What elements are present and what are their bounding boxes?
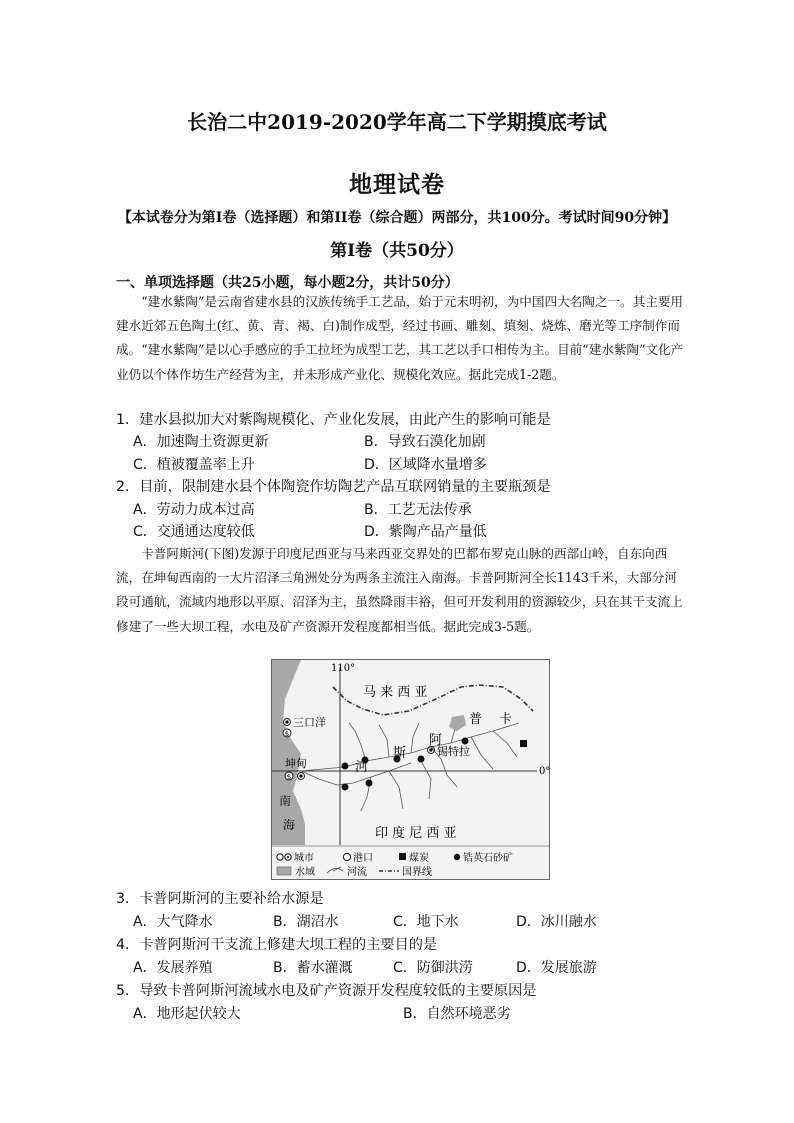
q4-option-a: A．发展养殖 — [133, 960, 213, 976]
city-label-kundian: 坤甸 — [285, 757, 307, 770]
zircon-deposit — [342, 763, 349, 770]
city-label-xitela: 锡特拉 — [437, 745, 470, 758]
sea-label-char: 南 — [279, 794, 292, 808]
q4-option-c: C．防御洪涝 — [393, 960, 473, 976]
part-heading: 一、单项选择题（共25小题，每小题2分，共计50分） — [116, 275, 459, 291]
country-malaysia: 马 来 西 亚 — [363, 685, 428, 700]
river-label-char: 阿 — [429, 733, 443, 748]
river-label-char: 斯 — [393, 746, 407, 761]
q3-option-c: C．地下水 — [393, 914, 459, 930]
coal-deposit — [520, 740, 527, 747]
zircon-deposit — [462, 738, 469, 745]
q3-option-a: A．大气降水 — [133, 914, 213, 930]
river-label-char: 河 — [355, 760, 369, 775]
q1-option-d: D．区域降水量增多 — [364, 457, 487, 473]
city-label-sankou: 三口洋 — [293, 716, 326, 729]
river-label-char: 普 — [469, 712, 483, 727]
q4-option-d: D．发展旅游 — [516, 960, 597, 976]
question-5: 5．导致卡普阿斯河流域水电及矿产资源开发程度较低的主要原因是 — [116, 983, 537, 999]
legend-water-label: 水域 — [295, 867, 315, 878]
question-3: 3．卡普阿斯河的主要补给水源是 — [116, 891, 324, 907]
legend-border-label: 国界线 — [402, 867, 432, 878]
legend-zircon-label: 锆英石砂矿 — [463, 853, 513, 864]
question-1: 1．建水县拟加大对紫陶规模化、产业化发展，由此产生的影响可能是 — [116, 412, 551, 428]
q1-option-c: C．植被覆盖率上升 — [133, 457, 255, 473]
question-4: 4．卡普阿斯河干支流上修建大坝工程的主要目的是 — [116, 937, 438, 953]
q5-option-a: A．地形起伏较大 — [133, 1006, 241, 1022]
legend-water-icon — [277, 867, 291, 875]
zircon-deposit — [366, 780, 373, 787]
q3-option-d: D．冰川融水 — [516, 914, 597, 930]
q2-option-a: A．劳动力成本过高 — [133, 502, 255, 518]
q1-option-b: B．导致石漠化加剧 — [364, 434, 486, 450]
q2-option-b: B．工艺无法传承 — [364, 502, 472, 518]
q5-option-b: B．自然环境恶劣 — [403, 1006, 511, 1022]
q2-option-c: C．交通通达度较低 — [133, 524, 255, 540]
subject-title: 地理试卷 — [349, 171, 445, 198]
river-label-char: 卡 — [499, 712, 513, 727]
legend-river-label: 河流 — [347, 867, 367, 878]
legend-port-icon — [343, 853, 350, 860]
question-2: 2．目前，限制建水县个体陶瓷作坊陶艺产品互联网销量的主要瓶颈是 — [116, 479, 551, 495]
q4-option-b: B．蓄水灌溉 — [273, 960, 353, 976]
passage-2: 卡普阿斯河(下图)发源于印度尼西亚与马来西亚交界处的巴都布罗克山脉的西部山岭，自东向西流，在坤甸西南的一大片沼泽三角洲处分为两条主流注入南海。卡普阿斯河全长1143千米，大部分河段可通航，流域内地形以平原、沼泽为主，虽然降雨丰裕，但可开发利用的资源较少，只在其干支流上修建了一些大坝工程，水电及矿产资源开发程度都相当低。据此完成3-5题。 — [116, 546, 683, 634]
legend-city-label: 城市 — [294, 853, 314, 864]
passage-1: “建水紫陶”是云南省建水县的汉族传统手工艺品，始于元末明初，为中国四大名陶之一。其主要用建水近郊五色陶土(红、黄、青、褐、白)制作成型，经过书画、雕刻、填刻、烧炼、磨光等工序制作而成。“建水紫陶”是以心手感应的手工拉坯为成型工艺，其工艺以手口相传为主。目前“建水紫陶”文化产业仍以个体作坊生产经营为主，并未形成产业化、规模化效应。据此完成1-2题。 — [116, 294, 684, 382]
exam-title: 长治二中2019-2020学年高二下学期摸底考试 — [187, 110, 607, 134]
kapuas-river-map — [271, 659, 550, 880]
zircon-deposit — [342, 784, 349, 791]
exam-note: 【本试卷分为第I卷（选择题）和第II卷（综合题）两部分，共100分。考试时间90分钟】 — [117, 210, 677, 226]
zircon-deposit — [418, 756, 425, 763]
q2-option-d: D．紫陶产品产量低 — [364, 524, 487, 540]
latitude-label: 0° — [539, 766, 550, 777]
legend-coal-icon — [399, 853, 406, 860]
longitude-label: 110° — [331, 663, 356, 674]
sea-label-char: 海 — [283, 818, 296, 832]
q3-option-b: B．湖沼水 — [273, 914, 339, 930]
q1-option-a: A．加速陶土资源更新 — [133, 434, 269, 450]
legend-port-label: 港口 — [353, 853, 373, 864]
legend-zircon-icon — [454, 854, 460, 860]
section-title: 第I卷（共50分） — [330, 241, 464, 261]
port-glyph: $ — [286, 773, 292, 781]
port-glyph: $ — [284, 730, 290, 738]
legend-coal-label: 煤炭 — [409, 853, 429, 864]
country-indonesia: 印 度 尼 西 亚 — [375, 826, 457, 841]
